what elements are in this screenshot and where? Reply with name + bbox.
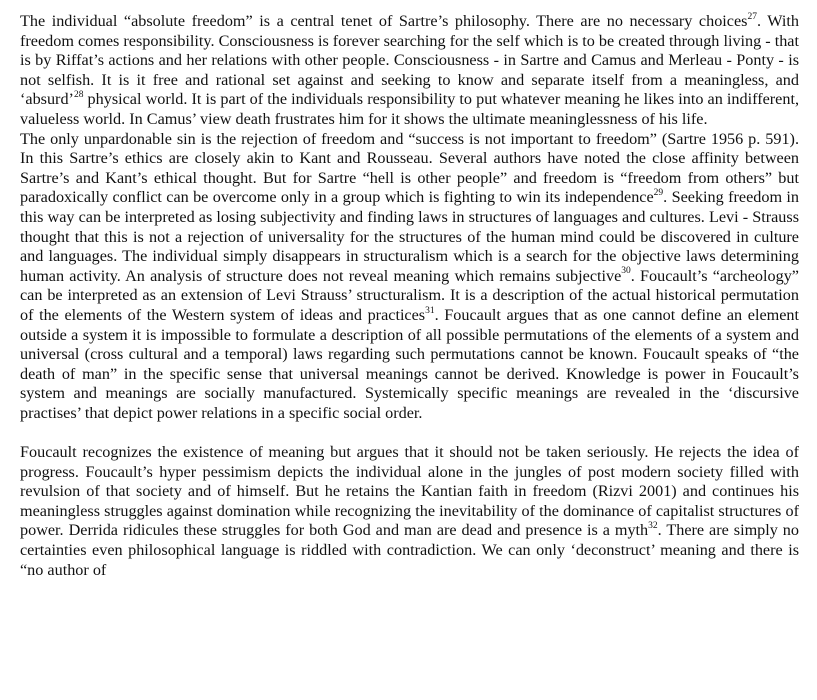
paragraph-unpardonable-sin xyxy=(20,130,799,424)
footnote-ref-31: 31 xyxy=(425,305,435,316)
text-segment: The only unpardonable sin is the rejection of freedom and “success is not important to freedom” (Sartre 1956 p. 591). In this Sartre’s ethics are closely akin to Kant and Rousseau. Several authors have noted the close affinity between Sartre’s and Kant’s ethical thought. But for Sartre “hell is other people” and freedom is “freedom from others” but paradoxically conflict can be overcome only in a group which is fighting to win its independence xyxy=(20,129,799,207)
text-segment: physical world. It is part of the individuals responsibility to put whatever meaning he likes into an indifferent, valueless world. In Camus’ view death frustrates him for it shows the ultimate meaninglessness of his life. xyxy=(20,90,799,128)
text-segment: . Seeking freedom in this way can be interpreted as losing subjectivity and finding laws in structures of languages and cultures. Levi - Strauss thought that this is not a rejection of universality for the structures of the human mind could be discovered in culture and languages. The individual simply disappears in structuralism which is a search for the objective laws determining human activity. An analysis of structure does not reveal meaning which remains subjective xyxy=(20,188,799,285)
text-segment: . Foucault’s “archeology” can be interpreted as an extension of Levi Strauss’ structuralism. It is a description of the actual historical permutation of the elements of the Western system of ideas and practices xyxy=(20,266,799,324)
footnote-ref-28: 28 xyxy=(73,89,84,100)
paragraph-sartre-freedom xyxy=(20,12,799,130)
text-segment: Foucault recognizes the existence of meaning but argues that it should not be taken seriously. He rejects the idea of progress. Foucault’s hyper pessimism depicts the individual alone in the jungles of post modern society filled with revulsion of that society and of himself. But he retains the Kantian faith in freedom (Rizvi 2001) and continues his meaningless struggles against domination while recognizing the inevitability of the dominance of capitalist structures of power. Derrida ridicules these struggles for both God and man are dead and presence is a myth xyxy=(20,443,799,540)
text-segment: The individual “absolute freedom” is a central tenet of Sartre’s philosophy. There are no necessary choices xyxy=(20,12,748,30)
document-body xyxy=(20,12,799,580)
footnote-ref-27: 27 xyxy=(747,11,757,22)
text-segment: . With freedom comes responsibility. Consciousness is forever searching for the self which is to be created through living - that is by Riffat’s actions and her relations with other people. Consciousness - in Sartre and Camus and Merleau - Ponty - is not selfish. It is it free and rational set against and seeking to know and separate itself from a meaningless, and ‘absurd’ xyxy=(20,12,799,109)
paragraph-gap xyxy=(20,423,799,443)
text-segment: . Foucault argues that as one cannot define an element outside a system it is impossible to formulate a description of all possible permutations of the elements of a system and universal (cross cultural and a temporal) laws regarding such permutations cannot be known. Foucault speaks of “the death of man” in the specific sense that universal meanings cannot be derived. Knowledge is power in Foucault’s system and meanings are socially manufactured. Systemically specific meanings are revealed in the ‘discursive practises’ that depict power relations in a specific social order. xyxy=(20,305,799,422)
footnote-ref-32: 32 xyxy=(648,521,658,532)
footnote-ref-30: 30 xyxy=(621,266,631,277)
footnote-ref-29: 29 xyxy=(653,187,664,198)
text-segment: . There are simply no certainties even philosophical language is riddled with contradiction. We can only ‘deconstruct’ meaning and there is “no author of xyxy=(20,521,799,579)
paragraph-foucault-meaning xyxy=(20,443,799,580)
